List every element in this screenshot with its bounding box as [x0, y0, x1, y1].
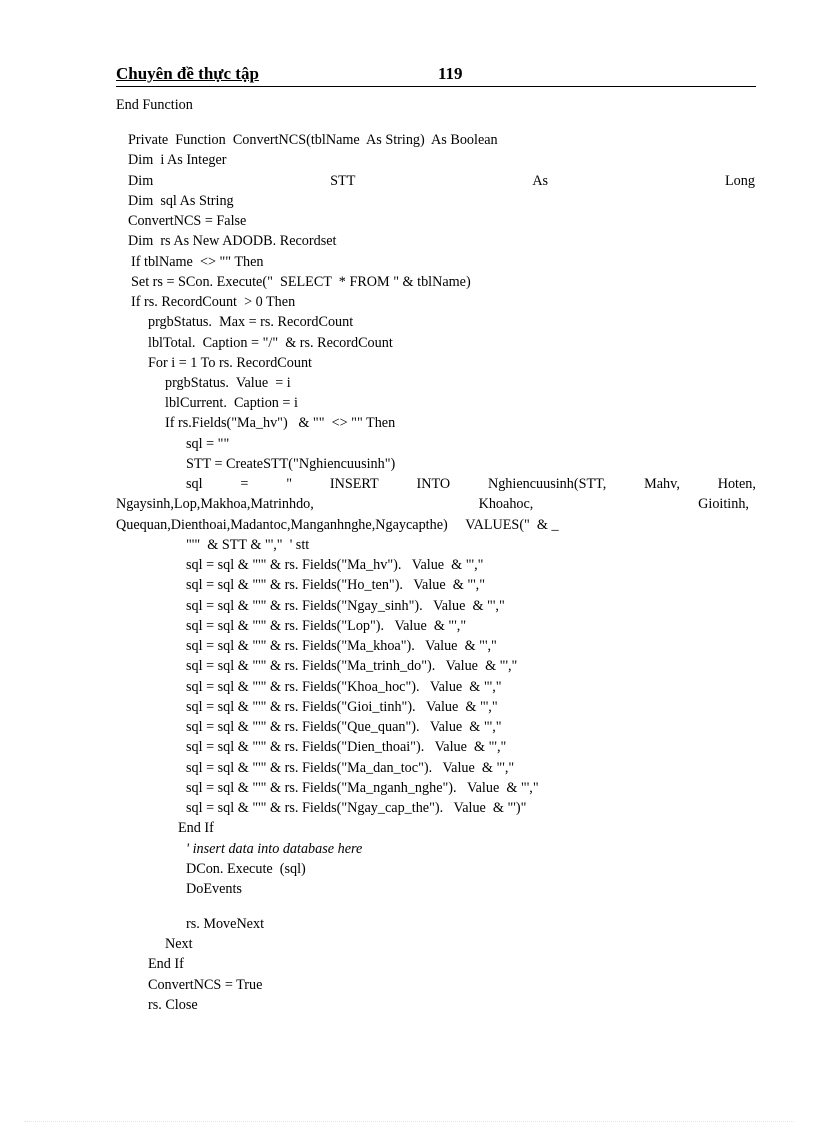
code-line: If rs.Fields("Ma_hv") & "" <> "" Then — [165, 415, 396, 431]
code-line: prgbStatus. Max = rs. RecordCount — [148, 314, 354, 330]
code-line: rs. Close — [148, 997, 198, 1013]
code-line: sql = sql & "'" & rs. Fields("Ma_khoa"). Value & "'," — [186, 638, 497, 654]
code-line: prgbStatus. Value = i — [165, 375, 291, 391]
code-line: End If — [178, 820, 214, 836]
code-token: " — [286, 476, 293, 492]
code-token: Nghiencuusinh(STT, — [487, 476, 607, 492]
code-line: lblCurrent. Caption = i — [165, 395, 298, 411]
document-title: Chuyên đề thực tập — [116, 64, 259, 83]
code-token: sql — [186, 476, 203, 492]
code-token: Gioitinh, — [698, 496, 749, 512]
code-line-justified — [128, 172, 755, 190]
code-token: Dim — [128, 173, 154, 189]
code-token: STT — [330, 173, 356, 189]
code-token: Mahv, — [644, 476, 680, 492]
code-line: Dim sql As String — [128, 193, 234, 209]
code-line: If tblName <> "" Then — [131, 254, 264, 270]
code-line: ConvertNCS = True — [148, 977, 263, 993]
code-line: sql = sql & "'" & rs. Fields("Ngay_sinh"). Value & "'," — [186, 598, 505, 614]
code-line: sql = sql & "'" & rs. Fields("Que_quan"). Value & "'," — [186, 719, 502, 735]
page-number: 119 — [438, 64, 463, 83]
page-header — [116, 64, 756, 87]
code-line: sql = "" — [186, 436, 230, 452]
code-line: End If — [148, 956, 184, 972]
code-line: DCon. Execute (sql) — [186, 861, 306, 877]
code-line: Set rs = SCon. Execute(" SELECT * FROM " & tblName) — [131, 274, 471, 290]
code-line-justified — [186, 475, 756, 493]
code-line: Next — [165, 936, 193, 952]
code-line: lblTotal. Caption = "/" & rs. RecordCount — [148, 335, 393, 351]
code-line: Dim rs As New ADODB. Recordset — [128, 233, 337, 249]
page-bottom-divider — [24, 1121, 794, 1122]
code-line-justified — [116, 495, 749, 513]
code-line: sql = sql & "'" & rs. Fields("Ma_dan_toc"). Value & "'," — [186, 760, 515, 776]
code-line: sql = sql & "'" & rs. Fields("Ma_trinh_do"). Value & "'," — [186, 658, 518, 674]
code-line: Private Function ConvertNCS(tblName As String) As Boolean — [128, 132, 498, 148]
code-line: sql = sql & "'" & rs. Fields("Ma_nganh_nghe"). Value & "'," — [186, 780, 539, 796]
code-line: sql = sql & "'" & rs. Fields("Gioi_tinh"). Value & "'," — [186, 699, 498, 715]
code-token: As — [532, 173, 549, 189]
code-line: For i = 1 To rs. RecordCount — [148, 355, 312, 371]
code-line: sql = sql & "'" & rs. Fields("Ho_ten"). Value & "'," — [186, 577, 486, 593]
code-line: sql = sql & "'" & rs. Fields("Dien_thoai"). Value & "'," — [186, 739, 507, 755]
code-line: sql = sql & "'" & rs. Fields("Lop"). Value & "'," — [186, 618, 467, 634]
code-line: "'" & STT & "'," ' stt — [186, 537, 310, 553]
code-line: End Function — [116, 97, 193, 113]
code-line: rs. MoveNext — [186, 916, 265, 932]
code-line: sql = sql & "'" & rs. Fields("Khoa_hoc"). Value & "'," — [186, 679, 502, 695]
code-comment: ' insert data into database here — [186, 841, 363, 857]
code-token: Hoten, — [717, 476, 756, 492]
code-line: Quequan,Dienthoai,Madantoc,Manganhnghe,Ngaycapthe) VALUES(" & _ — [116, 517, 559, 533]
code-line: Dim i As Integer — [128, 152, 227, 168]
code-line: STT = CreateSTT("Nghiencuusinh") — [186, 456, 396, 472]
code-line: sql = sql & "'" & rs. Fields("Ngay_cap_the"). Value & "')" — [186, 800, 527, 816]
code-token: Khoahoc, — [478, 496, 534, 512]
code-line: DoEvents — [186, 881, 242, 897]
code-line: sql = sql & "'" & rs. Fields("Ma_hv"). Value & "'," — [186, 557, 484, 573]
code-token: INSERT — [329, 476, 379, 492]
code-token: Long — [725, 173, 755, 189]
code-line: ConvertNCS = False — [128, 213, 247, 229]
code-token: INTO — [416, 476, 451, 492]
code-token: = — [240, 476, 249, 492]
code-token: Ngaysinh,Lop,Makhoa,Matrinhdo, — [116, 496, 314, 512]
code-line: If rs. RecordCount > 0 Then — [131, 294, 296, 310]
